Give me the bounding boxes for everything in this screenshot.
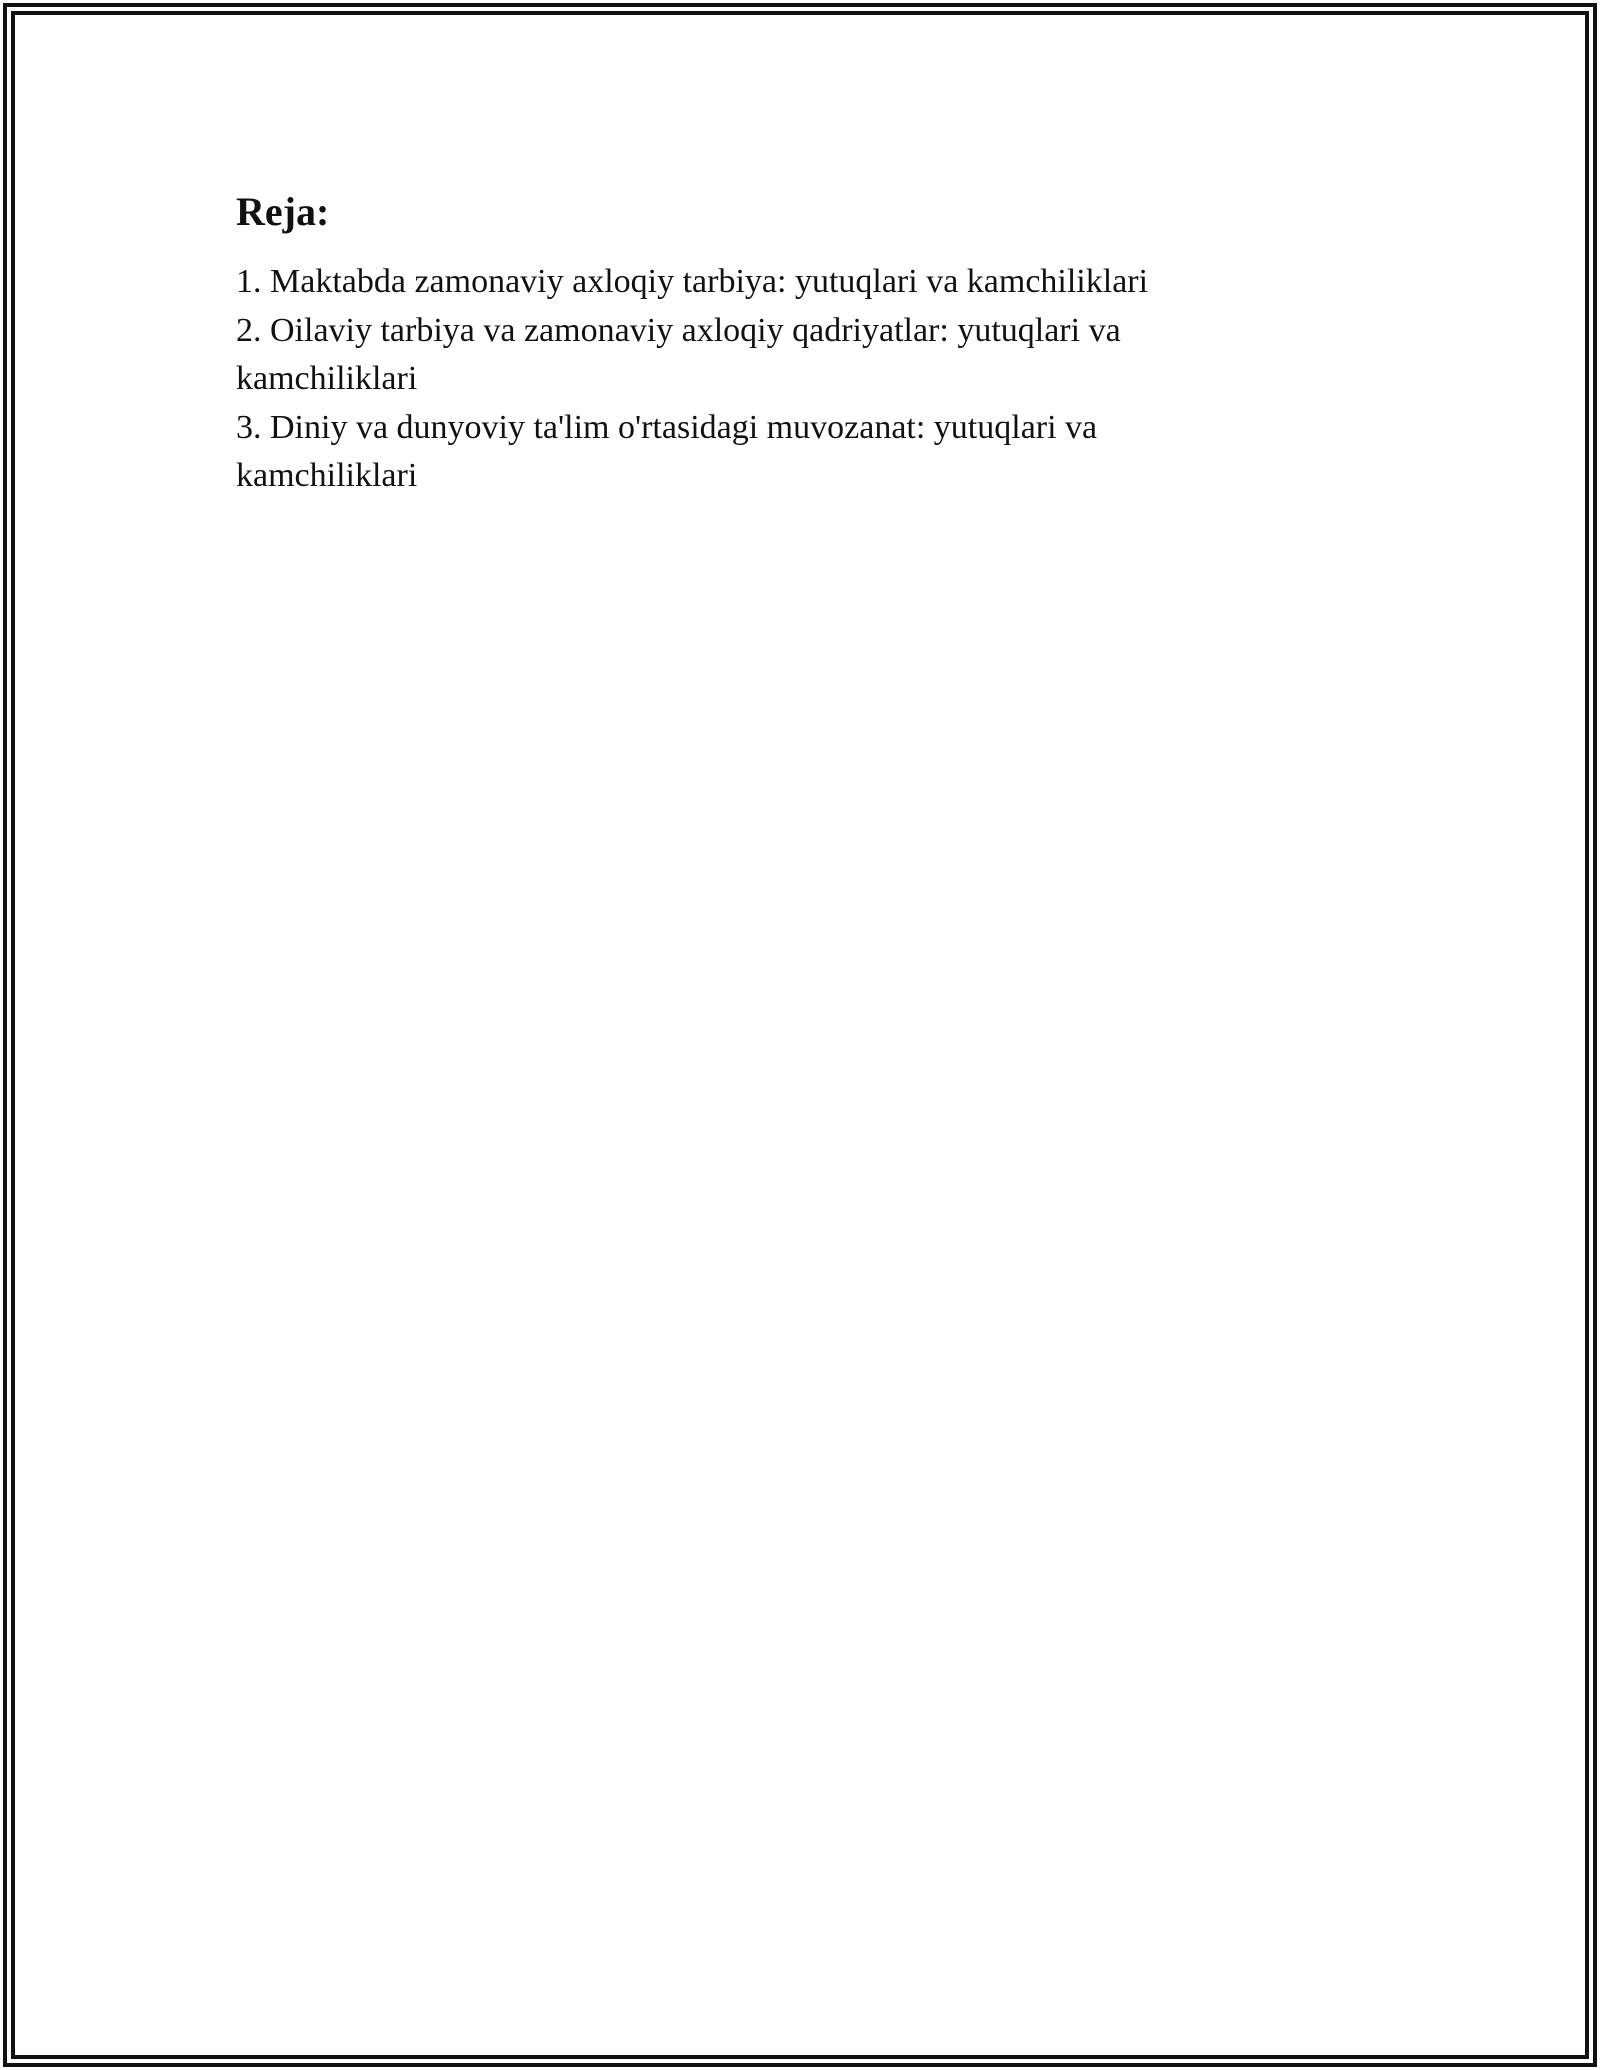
plan-item-1: 1. Maktabda zamonaviy axloqiy tarbiya: yutuqlari va kamchiliklari — [236, 263, 1149, 300]
plan-item-3: 3. Diniy va dunyoviy ta'lim o'rtasidagi muvozanat: yutuqlari va kamchiliklari — [236, 408, 1098, 494]
plan-heading: Reja: — [236, 189, 330, 234]
plan-list — [236, 258, 1236, 501]
plan-item-2: 2. Oilaviy tarbiya va zamonaviy axloqiy qadriyatlar: yutuqlari va kamchiliklari — [236, 311, 1121, 397]
document-content — [236, 186, 1236, 501]
